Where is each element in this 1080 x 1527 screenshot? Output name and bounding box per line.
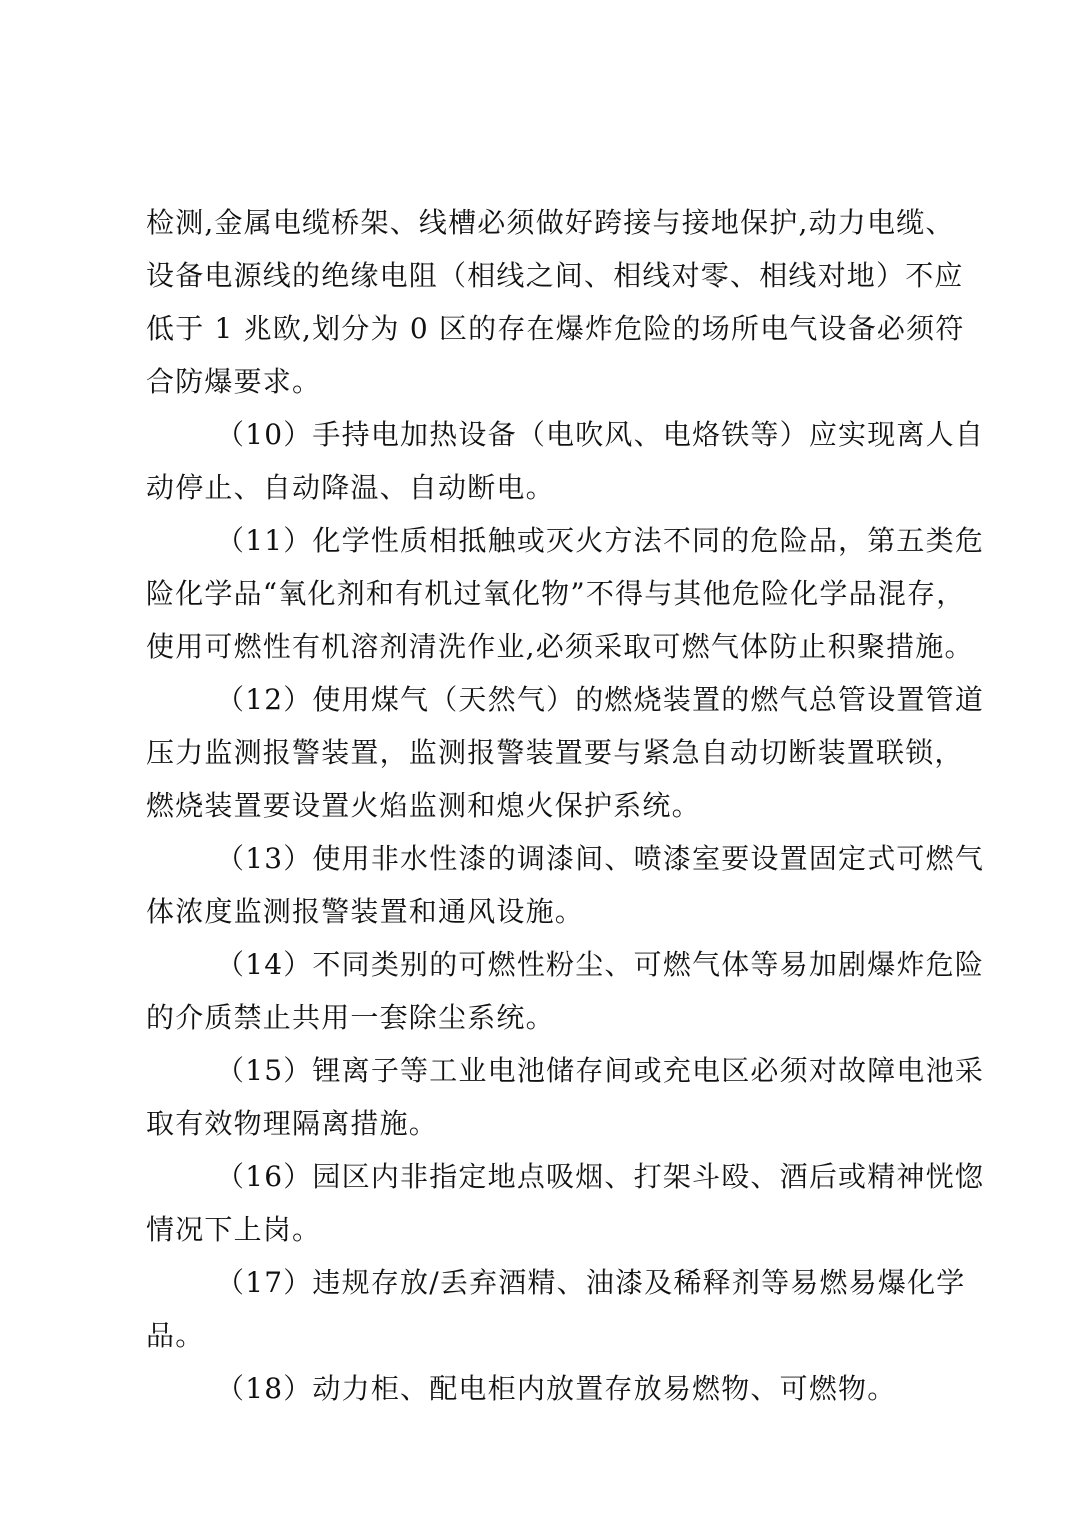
text-line: 合防爆要求。 (146, 365, 322, 398)
text-line: 体浓度监测报警装置和通风设施。 (146, 895, 585, 928)
text-line: （16）园区内非指定地点吸烟、打架斗殴、酒后或精神恍惚 (216, 1160, 985, 1193)
paragraph-12 (146, 673, 985, 832)
paragraph-9-continued (146, 196, 965, 408)
text-line: 品。 (146, 1319, 205, 1352)
text-line: （11）化学性质相抵触或灭火方法不同的危险品，第五类危 (216, 524, 985, 557)
text-line: 低于 1 兆欧,划分为 0 区的存在爆炸危险的场所电气设备必须符 (146, 312, 965, 345)
text-line: （13）使用非水性漆的调漆间、喷漆室要设置固定式可燃气 (216, 842, 985, 875)
text-line: （15）锂离子等工业电池储存间或充电区必须对故障电池采 (216, 1054, 985, 1087)
text-line: 设备电源线的绝缘电阻（相线之间、相线对零、相线对地）不应 (146, 259, 964, 292)
text-line: （10）手持电加热设备（电吹风、电烙铁等）应实现离人自 (216, 418, 985, 451)
paragraph-18 (146, 1362, 946, 1415)
paragraph-17 (146, 1256, 966, 1362)
text-line: （17）违规存放/丢弃酒精、油漆及稀释剂等易燃易爆化学 (216, 1266, 966, 1299)
text-line: 压力监测报警装置，监测报警装置要与紧急自动切断装置联锁， (146, 736, 964, 769)
paragraph-15 (146, 1044, 985, 1150)
text-line: 动停止、自动降温、自动断电。 (146, 471, 555, 504)
text-line: 情况下上岗。 (146, 1213, 322, 1246)
paragraph-16 (146, 1150, 985, 1256)
document-body (146, 196, 985, 1415)
text-line: 取有效物理隔离措施。 (146, 1107, 439, 1140)
paragraph-10 (146, 408, 985, 514)
text-line: （12）使用煤气（天然气）的燃烧装置的燃气总管设置管道 (216, 683, 985, 716)
text-line: 燃烧装置要设置火焰监测和熄火保护系统。 (146, 789, 701, 822)
text-line: 使用可燃性有机溶剂清洗作业,必须采取可燃气体防止积聚措施。 (146, 630, 974, 663)
text-line: 的介质禁止共用一套除尘系统。 (146, 1001, 555, 1034)
text-line: 险化学品“氧化剂和有机过氧化物”不得与其他危险化学品混存， (146, 577, 966, 610)
text-line: （18）动力柜、配电柜内放置存放易燃物、可燃物。 (216, 1372, 897, 1405)
text-line: （14）不同类别的可燃性粉尘、可燃气体等易加剧爆炸危险 (216, 948, 985, 981)
text-line: 检测,金属电缆桥架、线槽必须做好跨接与接地保护,动力电缆、 (146, 206, 955, 239)
paragraph-11 (146, 514, 985, 673)
paragraph-13 (146, 832, 985, 938)
paragraph-14 (146, 938, 985, 1044)
